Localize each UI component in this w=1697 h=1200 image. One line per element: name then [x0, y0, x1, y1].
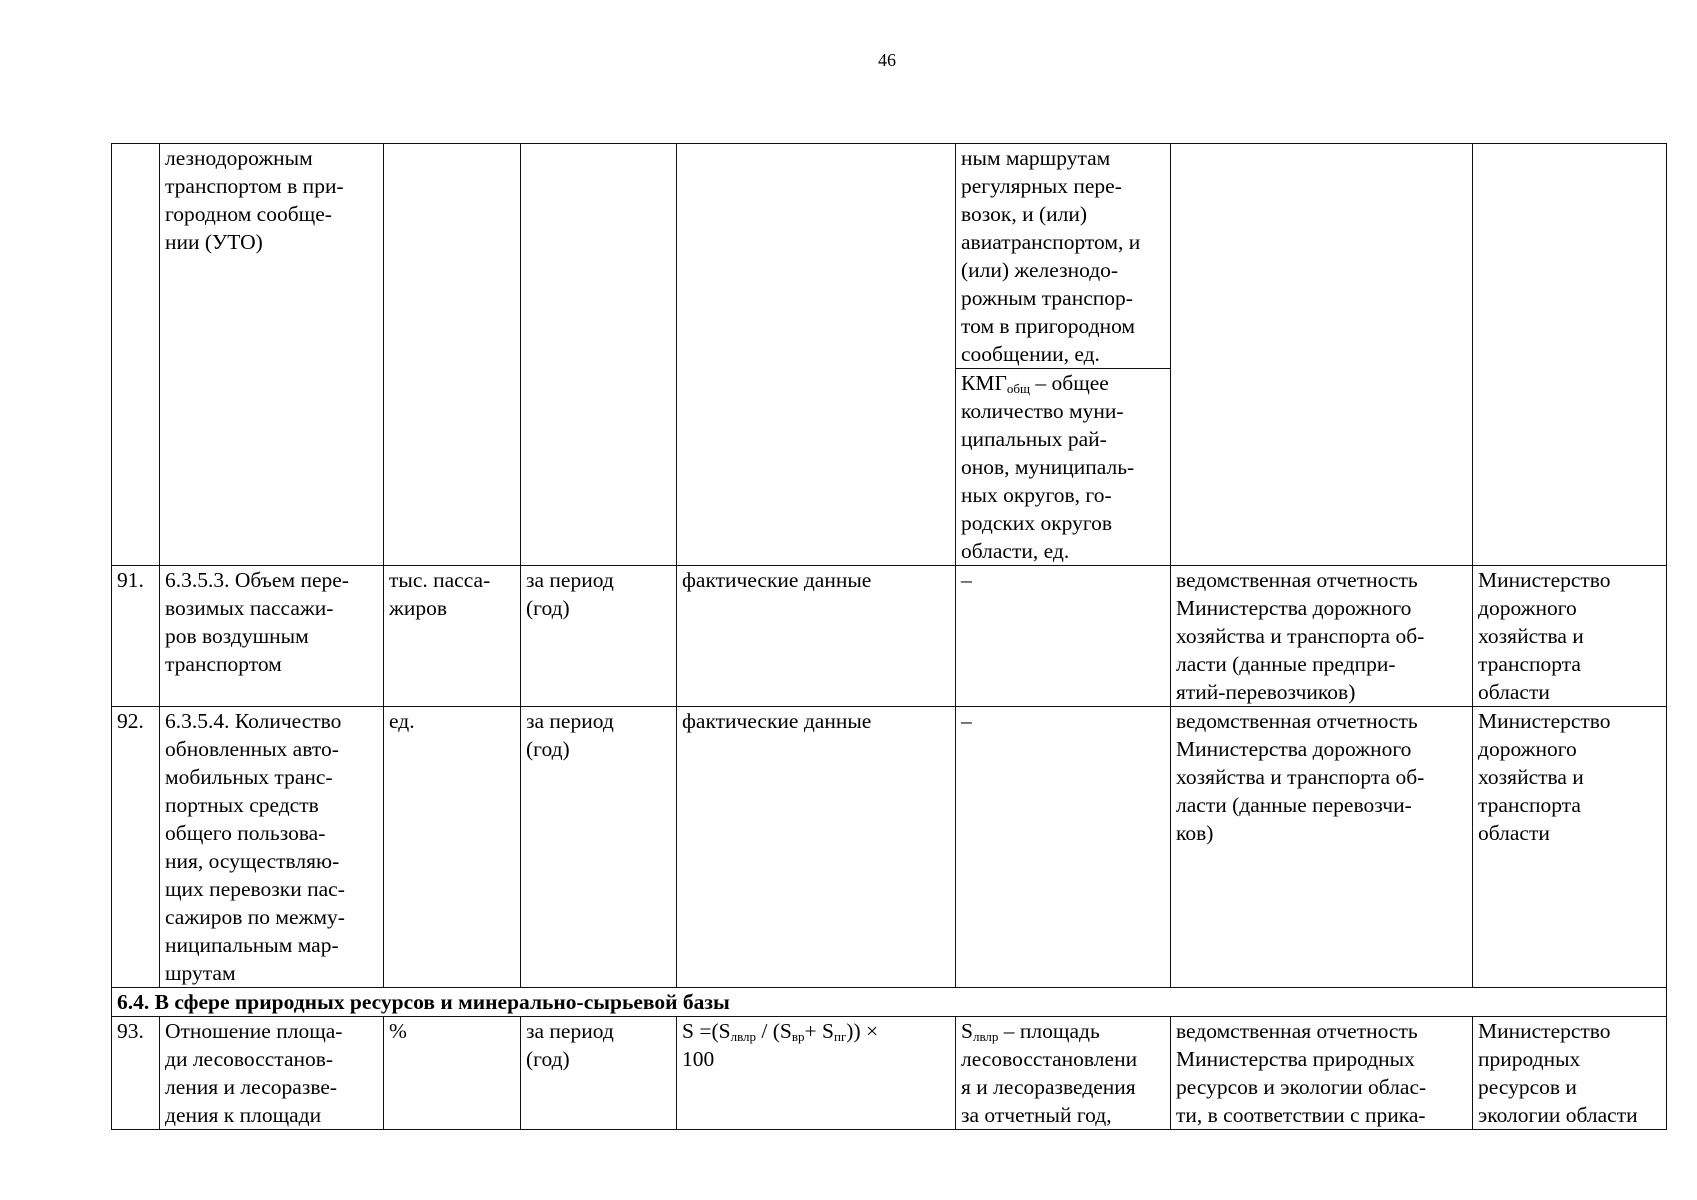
cont-explanation-part2 [956, 368, 1170, 565]
cont-responsible-cell [1473, 144, 1667, 566]
section-title: 6.4. В сфере природных ресурсов и минерально-сырьевой базы [112, 988, 1667, 1017]
page-number: 46 [878, 50, 896, 70]
source: ведомственная отчетность Министерства природных ресурсов и экологии облас- ти, в соответствии с прика- [1171, 1017, 1473, 1130]
cont-source-cell [1171, 144, 1473, 566]
formula-mid1: / (S [756, 1019, 792, 1043]
indicator-name: 6.3.5.4. Количество обновленных авто- мобильных транс- портных средств общего пользова- ния, осуществляю- щих перевозки пас- сажиров по межму- ниципальным мар- шрутам [160, 707, 384, 988]
source: ведомственная отчетность Министерства дорожного хозяйства и транспорта об- ласти (данные перевозчи- ков) [1171, 707, 1473, 988]
formula-mid2: + S [804, 1019, 834, 1043]
responsible: Министерство дорожного хозяйства и транспорта области [1473, 707, 1667, 988]
formula-end: )) × 100 [682, 1019, 879, 1071]
kmg-symbol: КМГ [961, 371, 1007, 395]
formula-sub-vr: вр [791, 1029, 805, 1044]
row-number: 91. [112, 566, 160, 707]
period: за период (год) [521, 566, 677, 707]
cont-period-cell [521, 144, 677, 566]
indicator-name: Отношение площа- ди лесовосстанов- ления и лесоразве- дения к площади [160, 1017, 384, 1130]
unit: % [384, 1017, 521, 1130]
explanation [956, 1017, 1171, 1130]
table-row [112, 707, 1667, 988]
explanation: – [956, 566, 1171, 707]
method: фактические данные [677, 707, 956, 988]
formula [677, 1017, 956, 1130]
formula-s: S =(S [682, 1019, 731, 1043]
period: за период (год) [521, 1017, 677, 1130]
cont-name-cell: лезнодорожным транспортом в при- городном сообще- нии (УТО) [160, 144, 384, 566]
cont-unit-cell [384, 144, 521, 566]
row-number: 93. [112, 1017, 160, 1130]
table-row [112, 1017, 1667, 1130]
formula-sub-pg: пг [833, 1029, 847, 1044]
row-number: 92. [112, 707, 160, 988]
method: фактические данные [677, 566, 956, 707]
cont-method-cell [677, 144, 956, 566]
continuation-row [112, 144, 1667, 566]
expl-symbol: S [961, 1019, 973, 1043]
table-row [112, 566, 1667, 707]
indicator-name: 6.3.5.3. Объем пере- возимых пассажи- ров воздушным транспортом [160, 566, 384, 707]
cont-num-cell [112, 144, 160, 566]
expl-subscript: лвлр [972, 1029, 999, 1044]
responsible: Министерство природных ресурсов и экологии области [1473, 1017, 1667, 1130]
period: за период (год) [521, 707, 677, 988]
explanation: – [956, 707, 1171, 988]
cont-explanation-cell [956, 144, 1171, 566]
section-header-row [112, 988, 1667, 1017]
unit: ед. [384, 707, 521, 988]
kmg-subscript: общ [1006, 381, 1031, 396]
formula-sub-lvlr: лвлр [730, 1029, 757, 1044]
kmg-text: – общее количество муни- ципальных рай- онов, муниципаль- ных округов, го- родских округов области, ед. [961, 371, 1135, 563]
indicator-table [111, 143, 1667, 1130]
responsible: Министерство дорожного хозяйства и транспорта области [1473, 566, 1667, 707]
cont-explanation-part1: ным маршрутам регулярных пере- возок, и (или) авиатранспортом, и (или) железнодо- рожным транспор- том в пригородном сообщении, ед. [961, 146, 1141, 366]
unit: тыс. пасса- жиров [384, 566, 521, 707]
source: ведомственная отчетность Министерства дорожного хозяйства и транспорта об- ласти (данные предпри- ятий-перевозчиков) [1171, 566, 1473, 707]
expl-text: – площадь лесовосстановлени я и лесоразведения за отчетный год, [961, 1019, 1138, 1127]
